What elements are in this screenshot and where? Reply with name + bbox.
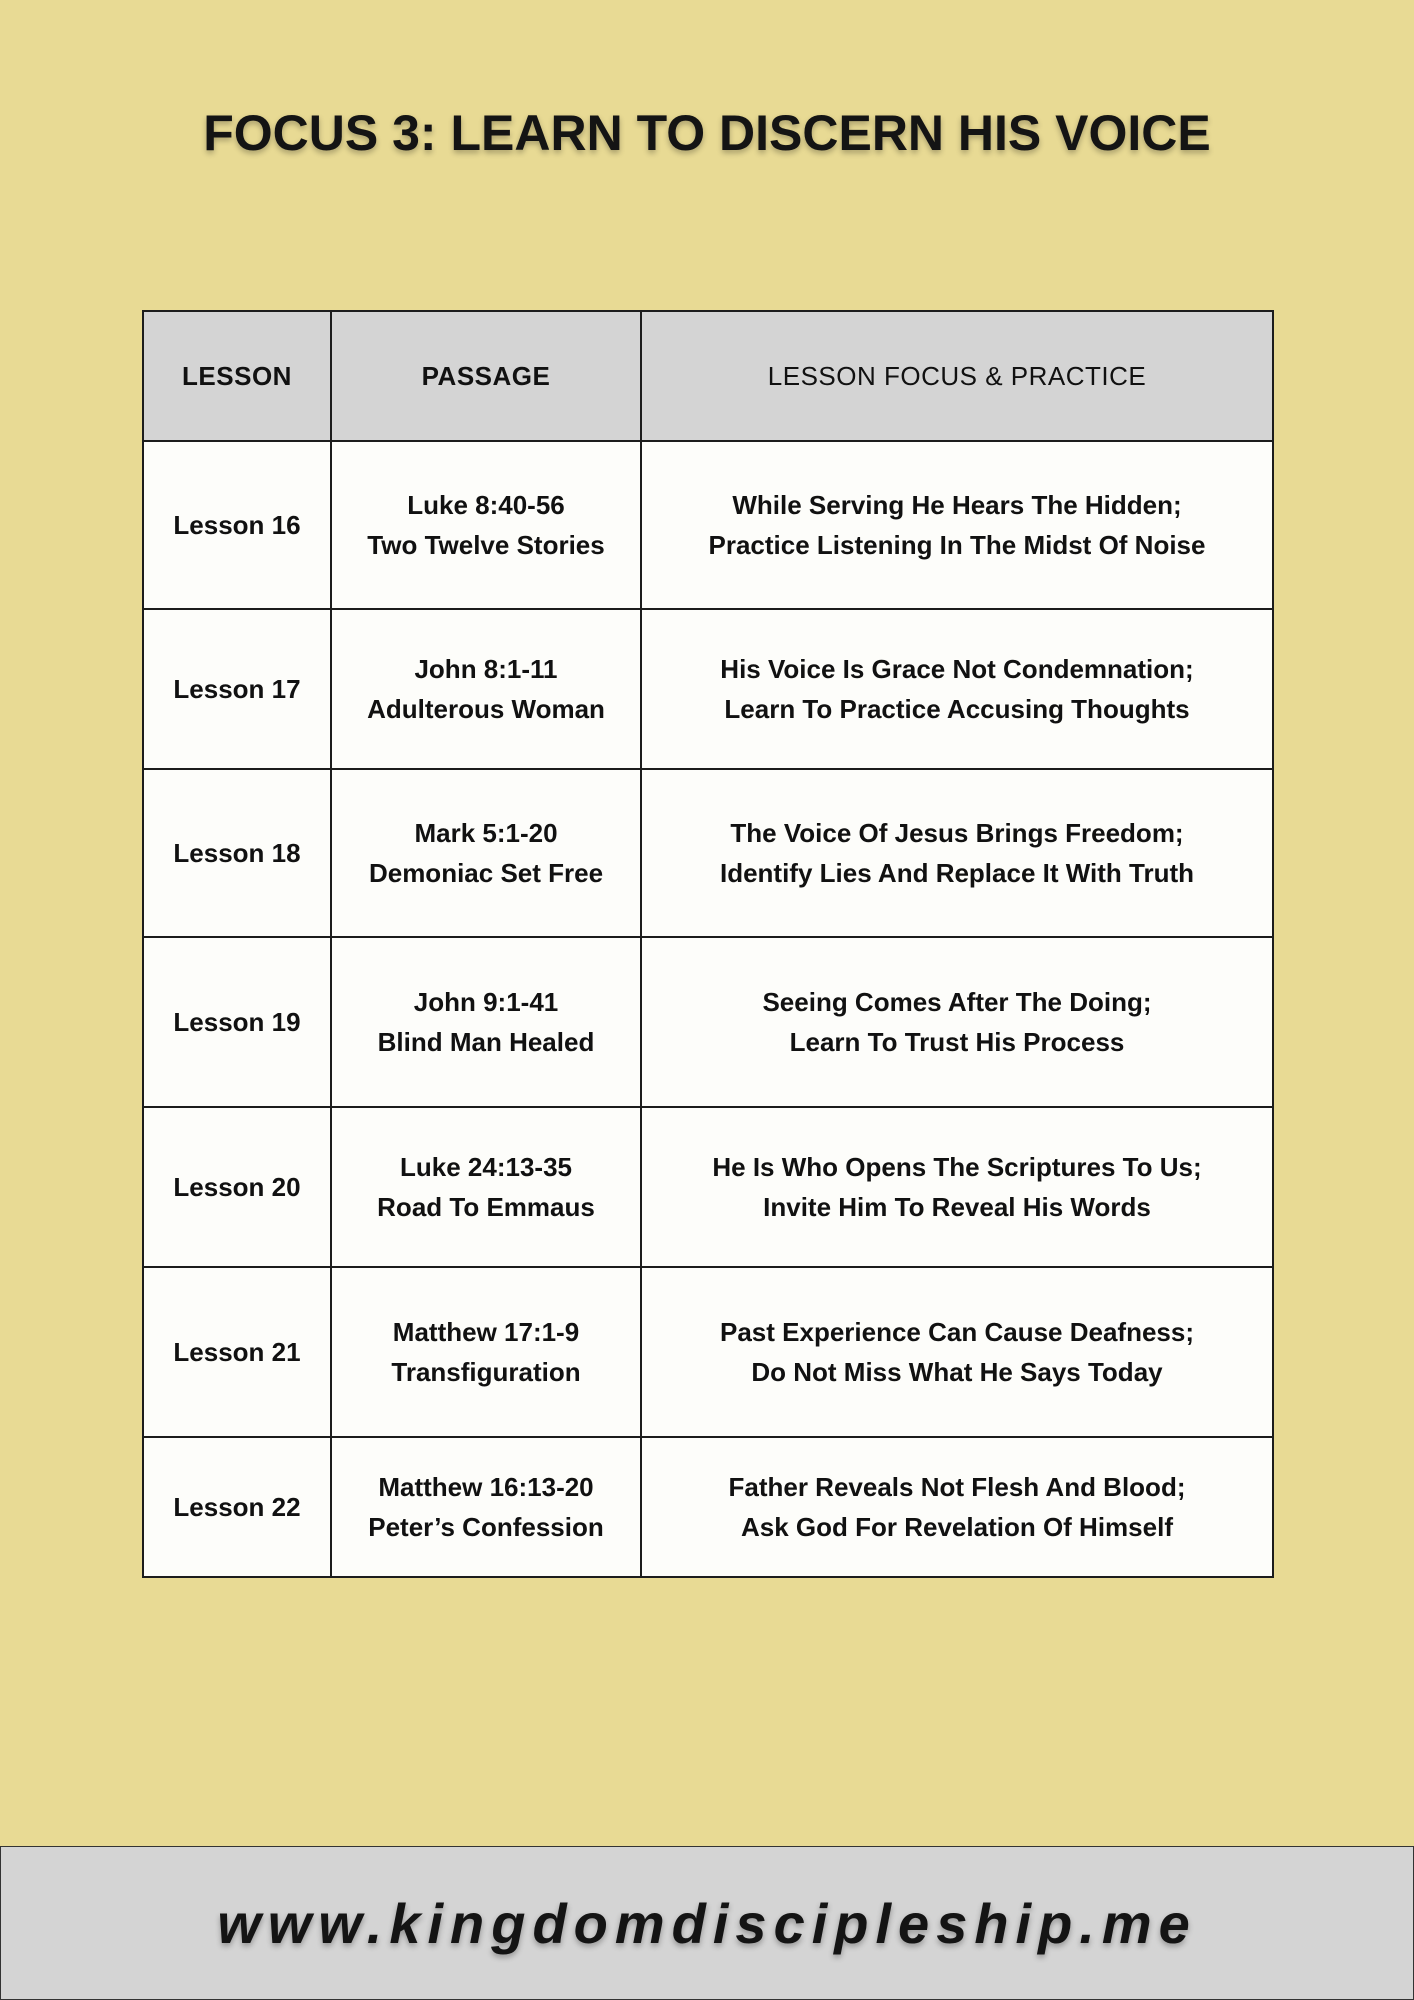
passage-title: Peter’s Confession: [368, 1512, 604, 1542]
focus-cell: [641, 1437, 1273, 1577]
passage-ref: Luke 24:13-35: [400, 1152, 572, 1182]
passage-ref: Matthew 17:1-9: [392, 1317, 580, 1347]
passage-ref: Mark 5:1-20: [414, 818, 558, 848]
focus-line: Seeing Comes After The Doing;: [762, 987, 1152, 1017]
passage-title: Two Twelve Stories: [367, 530, 605, 560]
practice-line: Invite Him To Reveal His Words: [763, 1192, 1151, 1222]
table-header-row: [143, 311, 1273, 441]
practice-line: Do Not Miss What He Says Today: [751, 1357, 1163, 1387]
practice-line: Ask God For Revelation Of Himself: [741, 1512, 1173, 1542]
practice-line: Identify Lies And Replace It With Truth: [719, 858, 1195, 888]
lesson-cell: Lesson 22: [143, 1437, 331, 1577]
focus-line: His Voice Is Grace Not Condemnation;: [720, 654, 1194, 684]
passage-title: Adulterous Woman: [367, 694, 605, 724]
passage-ref: John 9:1-41: [413, 987, 559, 1017]
header-passage: PASSAGE: [331, 311, 641, 441]
passage-title: Road To Emmaus: [377, 1192, 595, 1222]
focus-cell: [641, 441, 1273, 609]
focus-line: Past Experience Can Cause Deafness;: [720, 1317, 1194, 1347]
focus-cell: [641, 937, 1273, 1107]
passage-ref: Luke 8:40-56: [407, 490, 565, 520]
table-row: [143, 769, 1273, 937]
passage-title: Blind Man Healed: [377, 1027, 595, 1057]
table-row: [143, 1267, 1273, 1437]
lesson-cell: Lesson 19: [143, 937, 331, 1107]
passage-title: Demoniac Set Free: [368, 858, 604, 888]
passage-cell: [331, 1107, 641, 1267]
lesson-cell: Lesson 16: [143, 441, 331, 609]
table-row: [143, 1107, 1273, 1267]
practice-line: Learn To Trust His Process: [789, 1027, 1125, 1057]
practice-line: Practice Listening In The Midst Of Noise: [708, 530, 1206, 560]
passage-cell: [331, 1267, 641, 1437]
practice-line: Learn To Practice Accusing Thoughts: [724, 694, 1190, 724]
passage-cell: [331, 609, 641, 769]
lesson-cell: Lesson 18: [143, 769, 331, 937]
focus-cell: [641, 609, 1273, 769]
passage-cell: [331, 937, 641, 1107]
website-url[interactable]: www.kingdomdiscipleship.me: [217, 1891, 1197, 1955]
focus-line: Father Reveals Not Flesh And Blood;: [728, 1472, 1186, 1502]
passage-cell: [331, 769, 641, 937]
passage-cell: [331, 441, 641, 609]
table-row: [143, 609, 1273, 769]
focus-cell: [641, 769, 1273, 937]
focus-line: While Serving He Hears The Hidden;: [732, 490, 1182, 520]
focus-line: The Voice Of Jesus Brings Freedom;: [730, 818, 1184, 848]
table-row: [143, 937, 1273, 1107]
focus-line: He Is Who Opens The Scriptures To Us;: [712, 1152, 1202, 1182]
passage-ref: Matthew 16:13-20: [378, 1472, 594, 1502]
table-row: [143, 441, 1273, 609]
page-title: FOCUS 3: LEARN TO DISCERN HIS VOICE: [203, 105, 1211, 161]
table-row: [143, 1437, 1273, 1577]
lesson-cell: Lesson 21: [143, 1267, 331, 1437]
passage-ref: John 8:1-11: [414, 654, 558, 684]
header-focus: LESSON FOCUS & PRACTICE: [641, 311, 1273, 441]
passage-title: Transfiguration: [391, 1357, 581, 1387]
lesson-table: [142, 310, 1274, 1578]
lesson-cell: Lesson 20: [143, 1107, 331, 1267]
lesson-cell: Lesson 17: [143, 609, 331, 769]
focus-cell: [641, 1267, 1273, 1437]
footer-bar: [0, 1846, 1414, 2000]
header-lesson: LESSON: [143, 311, 331, 441]
passage-cell: [331, 1437, 641, 1577]
focus-cell: [641, 1107, 1273, 1267]
